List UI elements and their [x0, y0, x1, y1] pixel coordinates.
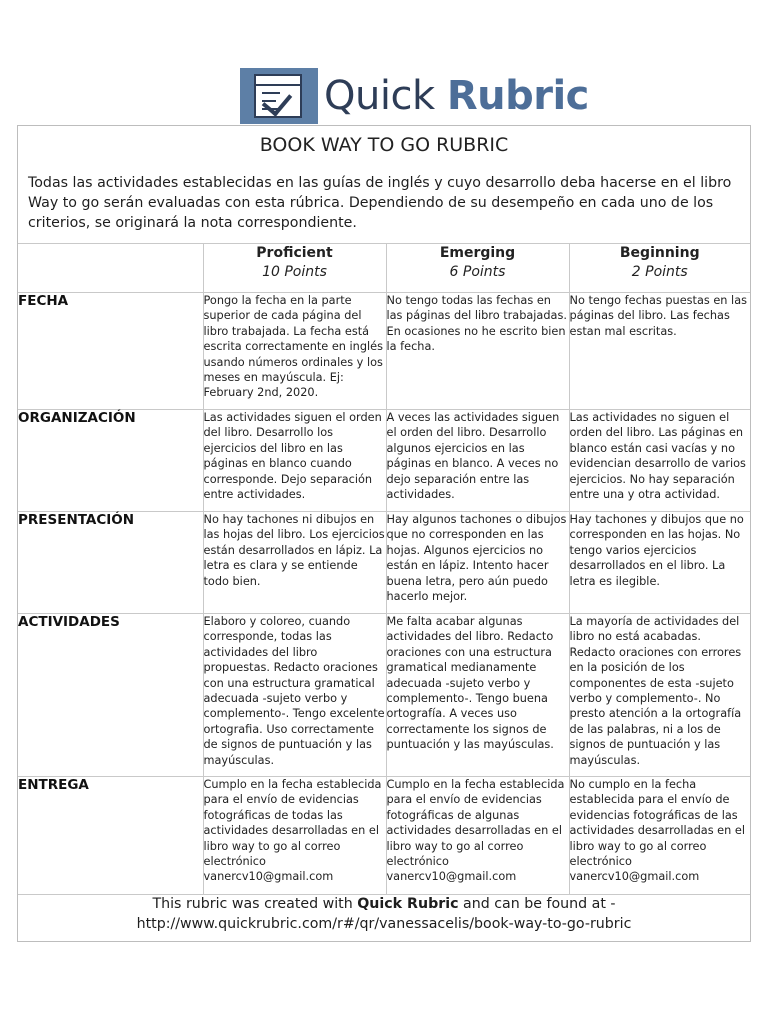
descriptor-proficient: Pongo la fecha en la parte superior de cada página del libro trabajada. La fecha está escrita correctamente en inglés usando números ordinales y los meses en mayúscula. Ej: February 2nd, 2020.: [203, 293, 386, 410]
descriptor-beginning: No cumplo en la fecha establecida para el envío de evidencias fotográficas de las actividades desarrolladas en el libro way to go al correo electrónico vanercv10@gmail.com: [569, 777, 750, 895]
footer-url: http://www.quickrubric.com/r#/qr/vanessacelis/book-way-to-go-rubric: [136, 916, 632, 932]
descriptor-beginning: Las actividades no siguen el orden del libro. Las páginas en blanco están casi vacías y no evidencian desarrollo de varios ejercicios. No hay separación entre una y otra actividad.: [569, 410, 750, 512]
descriptor-emerging: Me falta acabar algunas actividades del libro. Redacto oraciones con una estructura gramatical medianamente adecuada -sujeto verbo y complemento-. Tengo buena ortografía. A veces uso correctamente los signos de puntuación y las mayúsculas.: [386, 614, 569, 777]
rubric-title: BOOK WAY TO GO RUBRIC: [259, 134, 509, 156]
level-header-proficient: [203, 244, 386, 293]
table-row-fecha: [18, 293, 750, 410]
footer-prefix: This rubric was created with: [152, 896, 353, 912]
footer-brand: Quick Rubric: [357, 896, 459, 912]
table-row-organizacion: [18, 410, 750, 512]
level-points: 6 Points: [449, 264, 506, 280]
level-name: Beginning: [619, 245, 700, 261]
footer-suffix: and can be found at -: [463, 896, 616, 912]
criterion-label: PRESENTACIÓN: [18, 512, 203, 614]
criterion-label: ACTIVIDADES: [18, 614, 203, 777]
table-row-entrega: [18, 777, 750, 895]
descriptor-beginning: La mayoría de actividades del libro no está acabadas. Redacto oraciones con errores en la posición de los componentes de esta -sujeto verbo y complemento-. No presto atención a la ortografía de las palabras, ni a los de signos de puntuación y las mayúsculas.: [569, 614, 750, 777]
quick-rubric-logo: [240, 68, 589, 124]
descriptor-emerging: A veces las actividades siguen el orden del libro. Desarrollo algunos ejercicios en las páginas en blanco. A veces no dejo separación entre las actividades.: [386, 410, 569, 512]
level-points: 2 Points: [631, 264, 688, 280]
rubric-footer: [18, 894, 750, 934]
level-header-beginning: [569, 244, 750, 293]
descriptor-proficient: Las actividades siguen el orden del libro. Desarrollo los ejercicios del libro en las páginas en blanco cuando corresponde. Dejo separación entre actividades.: [203, 410, 386, 512]
rubric-intro: Todas las actividades establecidas en las guías de inglés y cuyo desarrollo deba hacerse en el libro Way to go serán evaluadas con esta rúbrica. Dependiendo de su desempeño en cada uno de los criterios, se originará la nota correspondiente.: [28, 175, 732, 231]
header-corner-cell: [18, 244, 203, 293]
descriptor-emerging: Hay algunos tachones o dibujos que no corresponden en las hojas. Algunos ejercicios no están en lápiz. Intento hacer buena letra, pero aún puedo hacerlo mejor.: [386, 512, 569, 614]
level-name: Emerging: [439, 245, 516, 261]
rubric-table: [18, 243, 750, 895]
level-name: Proficient: [256, 245, 333, 261]
footer-credit-line: [18, 894, 750, 914]
descriptor-proficient: No hay tachones ni dibujos en las hojas del libro. Los ejercicios están desarrollados en lápiz. La letra es clara y se entiende todo bien.: [203, 512, 386, 614]
descriptor-beginning: Hay tachones y dibujos que no corresponden en las hojas. No tengo varios ejercicios desarrollados en el libro. La letra es ilegible.: [569, 512, 750, 614]
criterion-label: ORGANIZACIÓN: [18, 410, 203, 512]
logo-word-rubric: Rubric: [446, 73, 589, 119]
logo-word-quick: Quick: [324, 73, 435, 119]
rubric-frame: [17, 125, 751, 942]
criterion-label: ENTREGA: [18, 777, 203, 895]
descriptor-emerging: Cumplo en la fecha establecida para el envío de evidencias fotográficas de algunas actividades desarrolladas en el libro way to go al correo electrónico vanercv10@gmail.com: [386, 777, 569, 895]
level-points: 10 Points: [262, 264, 327, 280]
criterion-label: FECHA: [18, 293, 203, 410]
table-row-actividades: [18, 614, 750, 777]
table-header-row: [18, 244, 750, 293]
checklist-icon: [240, 68, 318, 124]
descriptor-proficient: Cumplo en la fecha establecida para el envío de evidencias fotográficas de todas las actividades desarrolladas en el libro way to go al correo electrónico vanercv10@gmail.com: [203, 777, 386, 895]
logo-wordmark: [324, 68, 589, 124]
table-row-presentacion: [18, 512, 750, 614]
descriptor-emerging: No tengo todas las fechas en las páginas del libro trabajadas. En ocasiones no he escrito bien la fecha.: [386, 293, 569, 410]
descriptor-beginning: No tengo fechas puestas en las páginas del libro. Las fechas estan mal escritas.: [569, 293, 750, 410]
descriptor-proficient: Elaboro y coloreo, cuando corresponde, todas las actividades del libro propuestas. Redacto oraciones con una estructura gramatical adecuada -sujeto verbo y complemento-. Tengo excelente ortografia. Uso correctamente de signos de puntuación y las mayúsculas.: [203, 614, 386, 777]
level-header-emerging: [386, 244, 569, 293]
